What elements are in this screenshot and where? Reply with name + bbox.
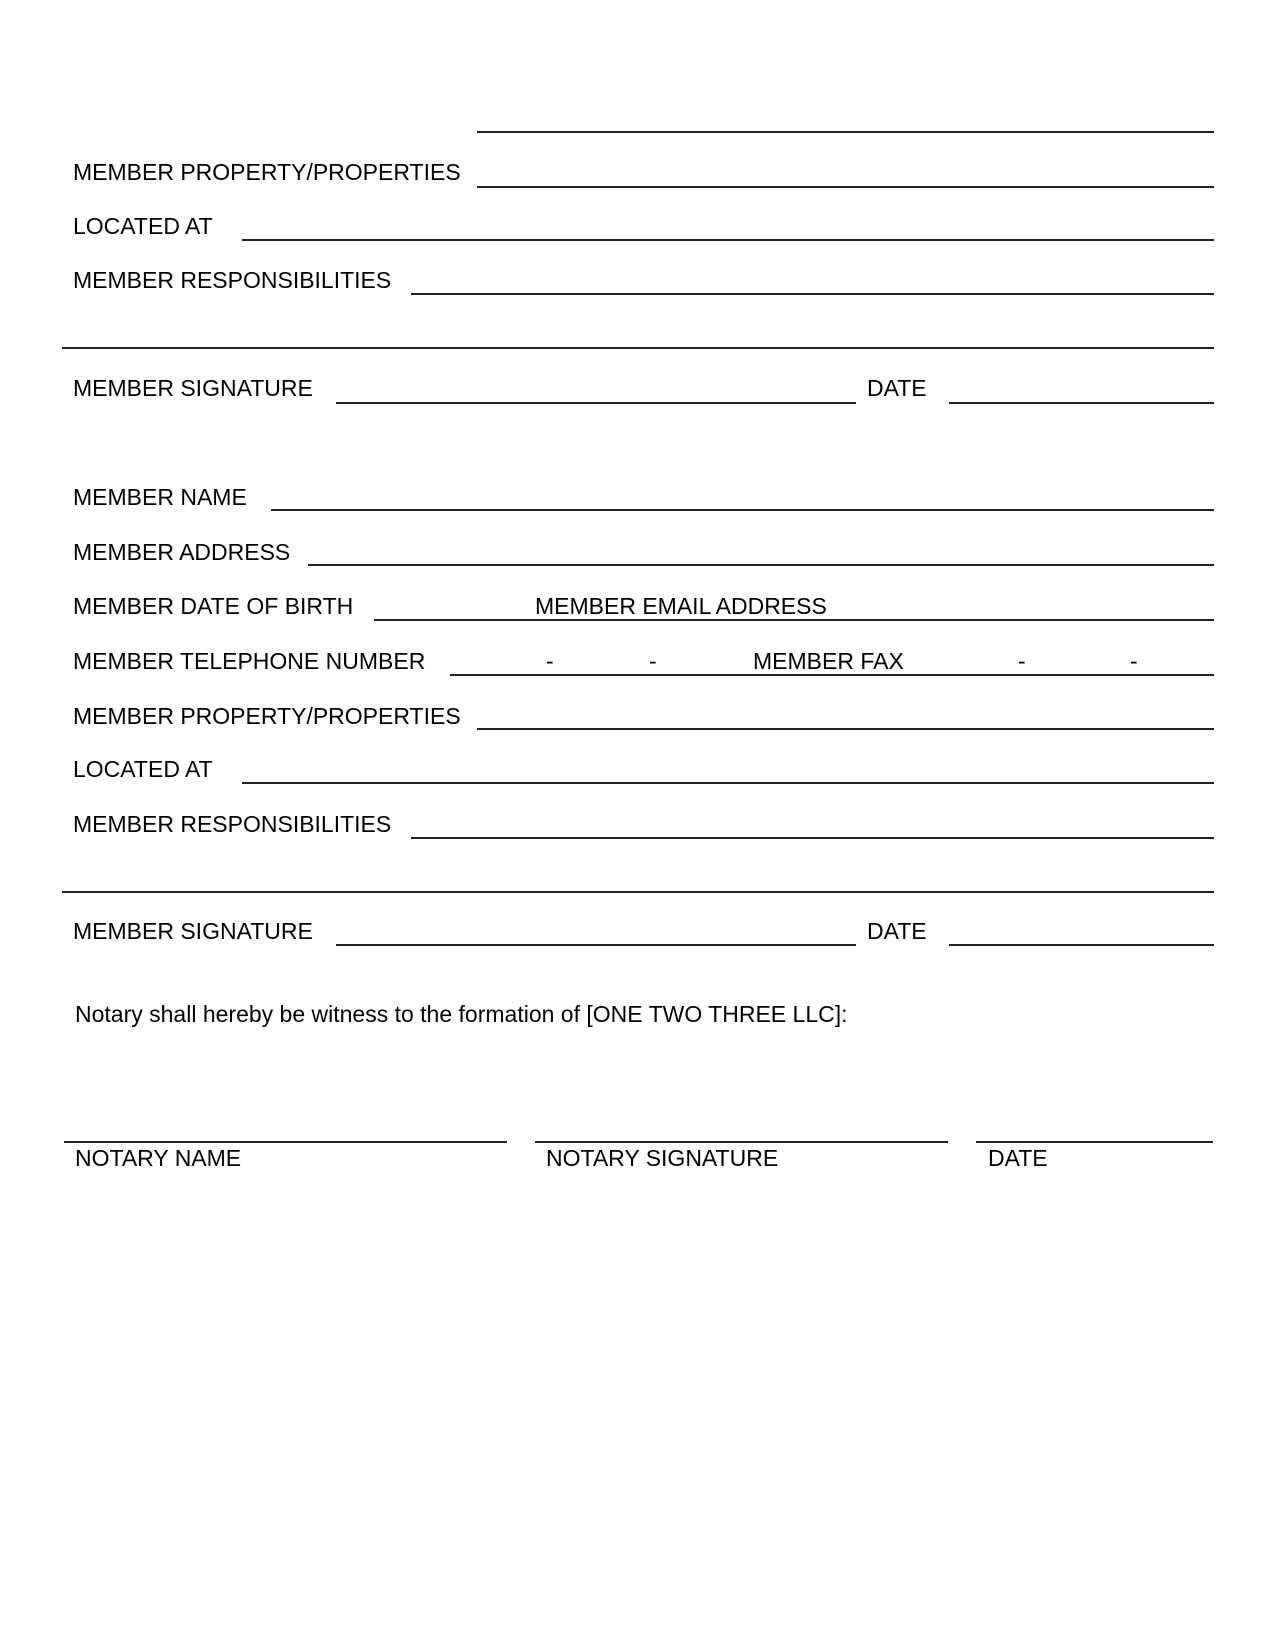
property-field[interactable]	[477, 186, 1214, 188]
member-name-field[interactable]	[271, 509, 1214, 511]
responsibilities-field-2-continued[interactable]	[62, 891, 1214, 893]
email-label: MEMBER EMAIL ADDRESS	[535, 593, 827, 619]
notary-signature-field[interactable]	[535, 1141, 948, 1143]
member-name-label: MEMBER NAME	[73, 484, 247, 510]
date-field[interactable]	[949, 402, 1214, 404]
fax-label: MEMBER FAX	[753, 648, 904, 674]
email-field[interactable]	[534, 619, 1214, 621]
notary-statement: Notary shall hereby be witness to the formation of [ONE TWO THREE LLC]:	[75, 1001, 848, 1027]
responsibilities-label: MEMBER RESPONSIBILITIES	[73, 267, 392, 293]
signature-label-2: MEMBER SIGNATURE	[73, 918, 313, 944]
property-field-2[interactable]	[477, 728, 1214, 730]
signature-field[interactable]	[336, 402, 856, 404]
located-field[interactable]	[242, 239, 1214, 241]
member-address-field[interactable]	[308, 564, 1214, 566]
fax-separator-1: -	[1018, 648, 1026, 674]
telephone-field[interactable]	[450, 674, 1214, 676]
signature-field-2[interactable]	[336, 944, 856, 946]
dob-field[interactable]	[374, 619, 534, 621]
telephone-label: MEMBER TELEPHONE NUMBER	[73, 648, 426, 674]
telephone-separator-1: -	[546, 648, 554, 674]
property-label-2: MEMBER PROPERTY/PROPERTIES	[73, 703, 461, 729]
notary-name-label: NOTARY NAME	[75, 1145, 242, 1171]
responsibilities-field-2[interactable]	[411, 837, 1214, 839]
notary-signature-label: NOTARY SIGNATURE	[546, 1145, 779, 1171]
fax-separator-2: -	[1130, 648, 1138, 674]
date-field-2[interactable]	[949, 944, 1214, 946]
responsibilities-field[interactable]	[411, 293, 1214, 295]
located-field-2[interactable]	[242, 782, 1214, 784]
responsibilities-field-continued[interactable]	[62, 347, 1214, 349]
notary-date-field[interactable]	[976, 1141, 1213, 1143]
member-address-label: MEMBER ADDRESS	[73, 539, 291, 565]
dob-label: MEMBER DATE OF BIRTH	[73, 593, 354, 619]
responsibilities-label-2: MEMBER RESPONSIBILITIES	[73, 811, 392, 837]
date-label-2: DATE	[867, 918, 927, 944]
located-label-2: LOCATED AT	[73, 756, 213, 782]
telephone-separator-2: -	[649, 648, 657, 674]
located-label: LOCATED AT	[73, 213, 213, 239]
signature-label: MEMBER SIGNATURE	[73, 375, 313, 401]
notary-name-field[interactable]	[64, 1141, 507, 1143]
notary-date-label: DATE	[988, 1145, 1048, 1171]
property-label: MEMBER PROPERTY/PROPERTIES	[73, 159, 461, 185]
date-label: DATE	[867, 375, 927, 401]
continued-field-line[interactable]	[477, 131, 1214, 133]
